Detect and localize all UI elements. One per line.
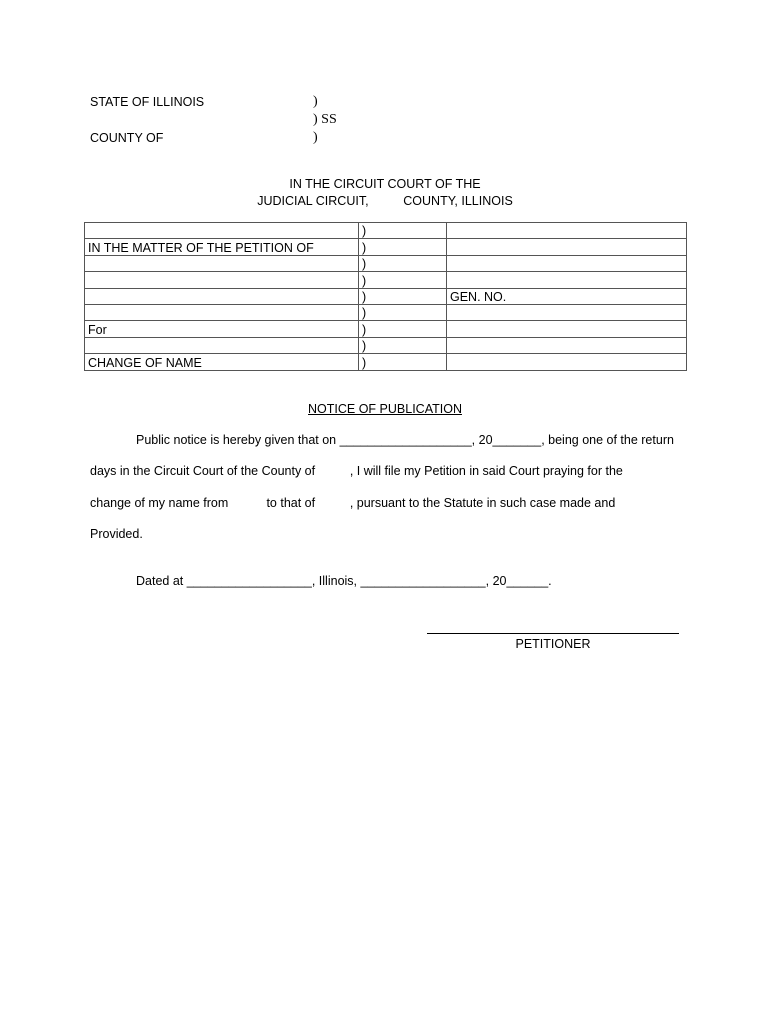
case-caption-table [84, 222, 687, 371]
court-line-2: JUDICIAL CIRCUIT, COUNTY, ILLINOIS [257, 194, 513, 208]
caption-cell-left [85, 223, 359, 239]
caption-cell-right [447, 304, 687, 320]
caption-row [85, 223, 687, 239]
paren: ) [313, 94, 318, 109]
caption-row [85, 239, 687, 255]
paren: ) [313, 130, 318, 145]
caption-cell-left [85, 255, 359, 271]
caption-cell-right: GEN. NO. [447, 288, 687, 304]
notice-paragraph-line: Provided. [90, 527, 143, 541]
caption-cell-right [447, 321, 687, 337]
caption-cell-right [447, 337, 687, 353]
caption-cell-mid: ) [359, 337, 447, 353]
signature-line[interactable] [427, 633, 679, 634]
notice-paragraph-line: change of my name from to that of , pursuant to the Statute in such case made and [90, 496, 616, 510]
caption-cell-right [447, 239, 687, 255]
caption-row [85, 354, 687, 370]
caption-cell-mid: ) [359, 255, 447, 271]
petitioner-label: PETITIONER [515, 637, 591, 651]
caption-row [85, 304, 687, 320]
dated-line: Dated at __________________, Illinois, __________________, 20______. [136, 574, 552, 588]
county-label: COUNTY OF [90, 131, 164, 145]
caption-row [85, 321, 687, 337]
caption-cell-left [85, 304, 359, 320]
notice-title: NOTICE OF PUBLICATION [308, 402, 462, 416]
court-line-1: IN THE CIRCUIT COURT OF THE [289, 177, 481, 191]
caption-cell-mid: ) [359, 321, 447, 337]
caption-cell-right [447, 223, 687, 239]
caption-cell-mid: ) [359, 288, 447, 304]
caption-cell-mid: ) [359, 223, 447, 239]
caption-cell-left: IN THE MATTER OF THE PETITION OF [85, 239, 359, 255]
caption-cell-mid: ) [359, 239, 447, 255]
caption-row [85, 288, 687, 304]
notice-paragraph-line: days in the Circuit Court of the County of , I will file my Petition in said Court praying for the [90, 464, 623, 478]
state-label: STATE OF ILLINOIS [90, 95, 205, 109]
caption-row [85, 255, 687, 271]
caption-cell-right [447, 255, 687, 271]
caption-cell-left [85, 337, 359, 353]
caption-cell-mid: ) [359, 304, 447, 320]
caption-cell-mid: ) [359, 354, 447, 370]
caption-row [85, 337, 687, 353]
caption-cell-left [85, 288, 359, 304]
ss-label: ) SS [313, 112, 337, 127]
caption-cell-right [447, 354, 687, 370]
caption-cell-left: CHANGE OF NAME [85, 354, 359, 370]
caption-cell-left [85, 272, 359, 288]
caption-row [85, 272, 687, 288]
caption-cell-left: For [85, 321, 359, 337]
caption-cell-right [447, 272, 687, 288]
notice-paragraph-line: Public notice is hereby given that on ___________________, 20_______, being one of the return [136, 433, 674, 447]
caption-cell-mid: ) [359, 272, 447, 288]
